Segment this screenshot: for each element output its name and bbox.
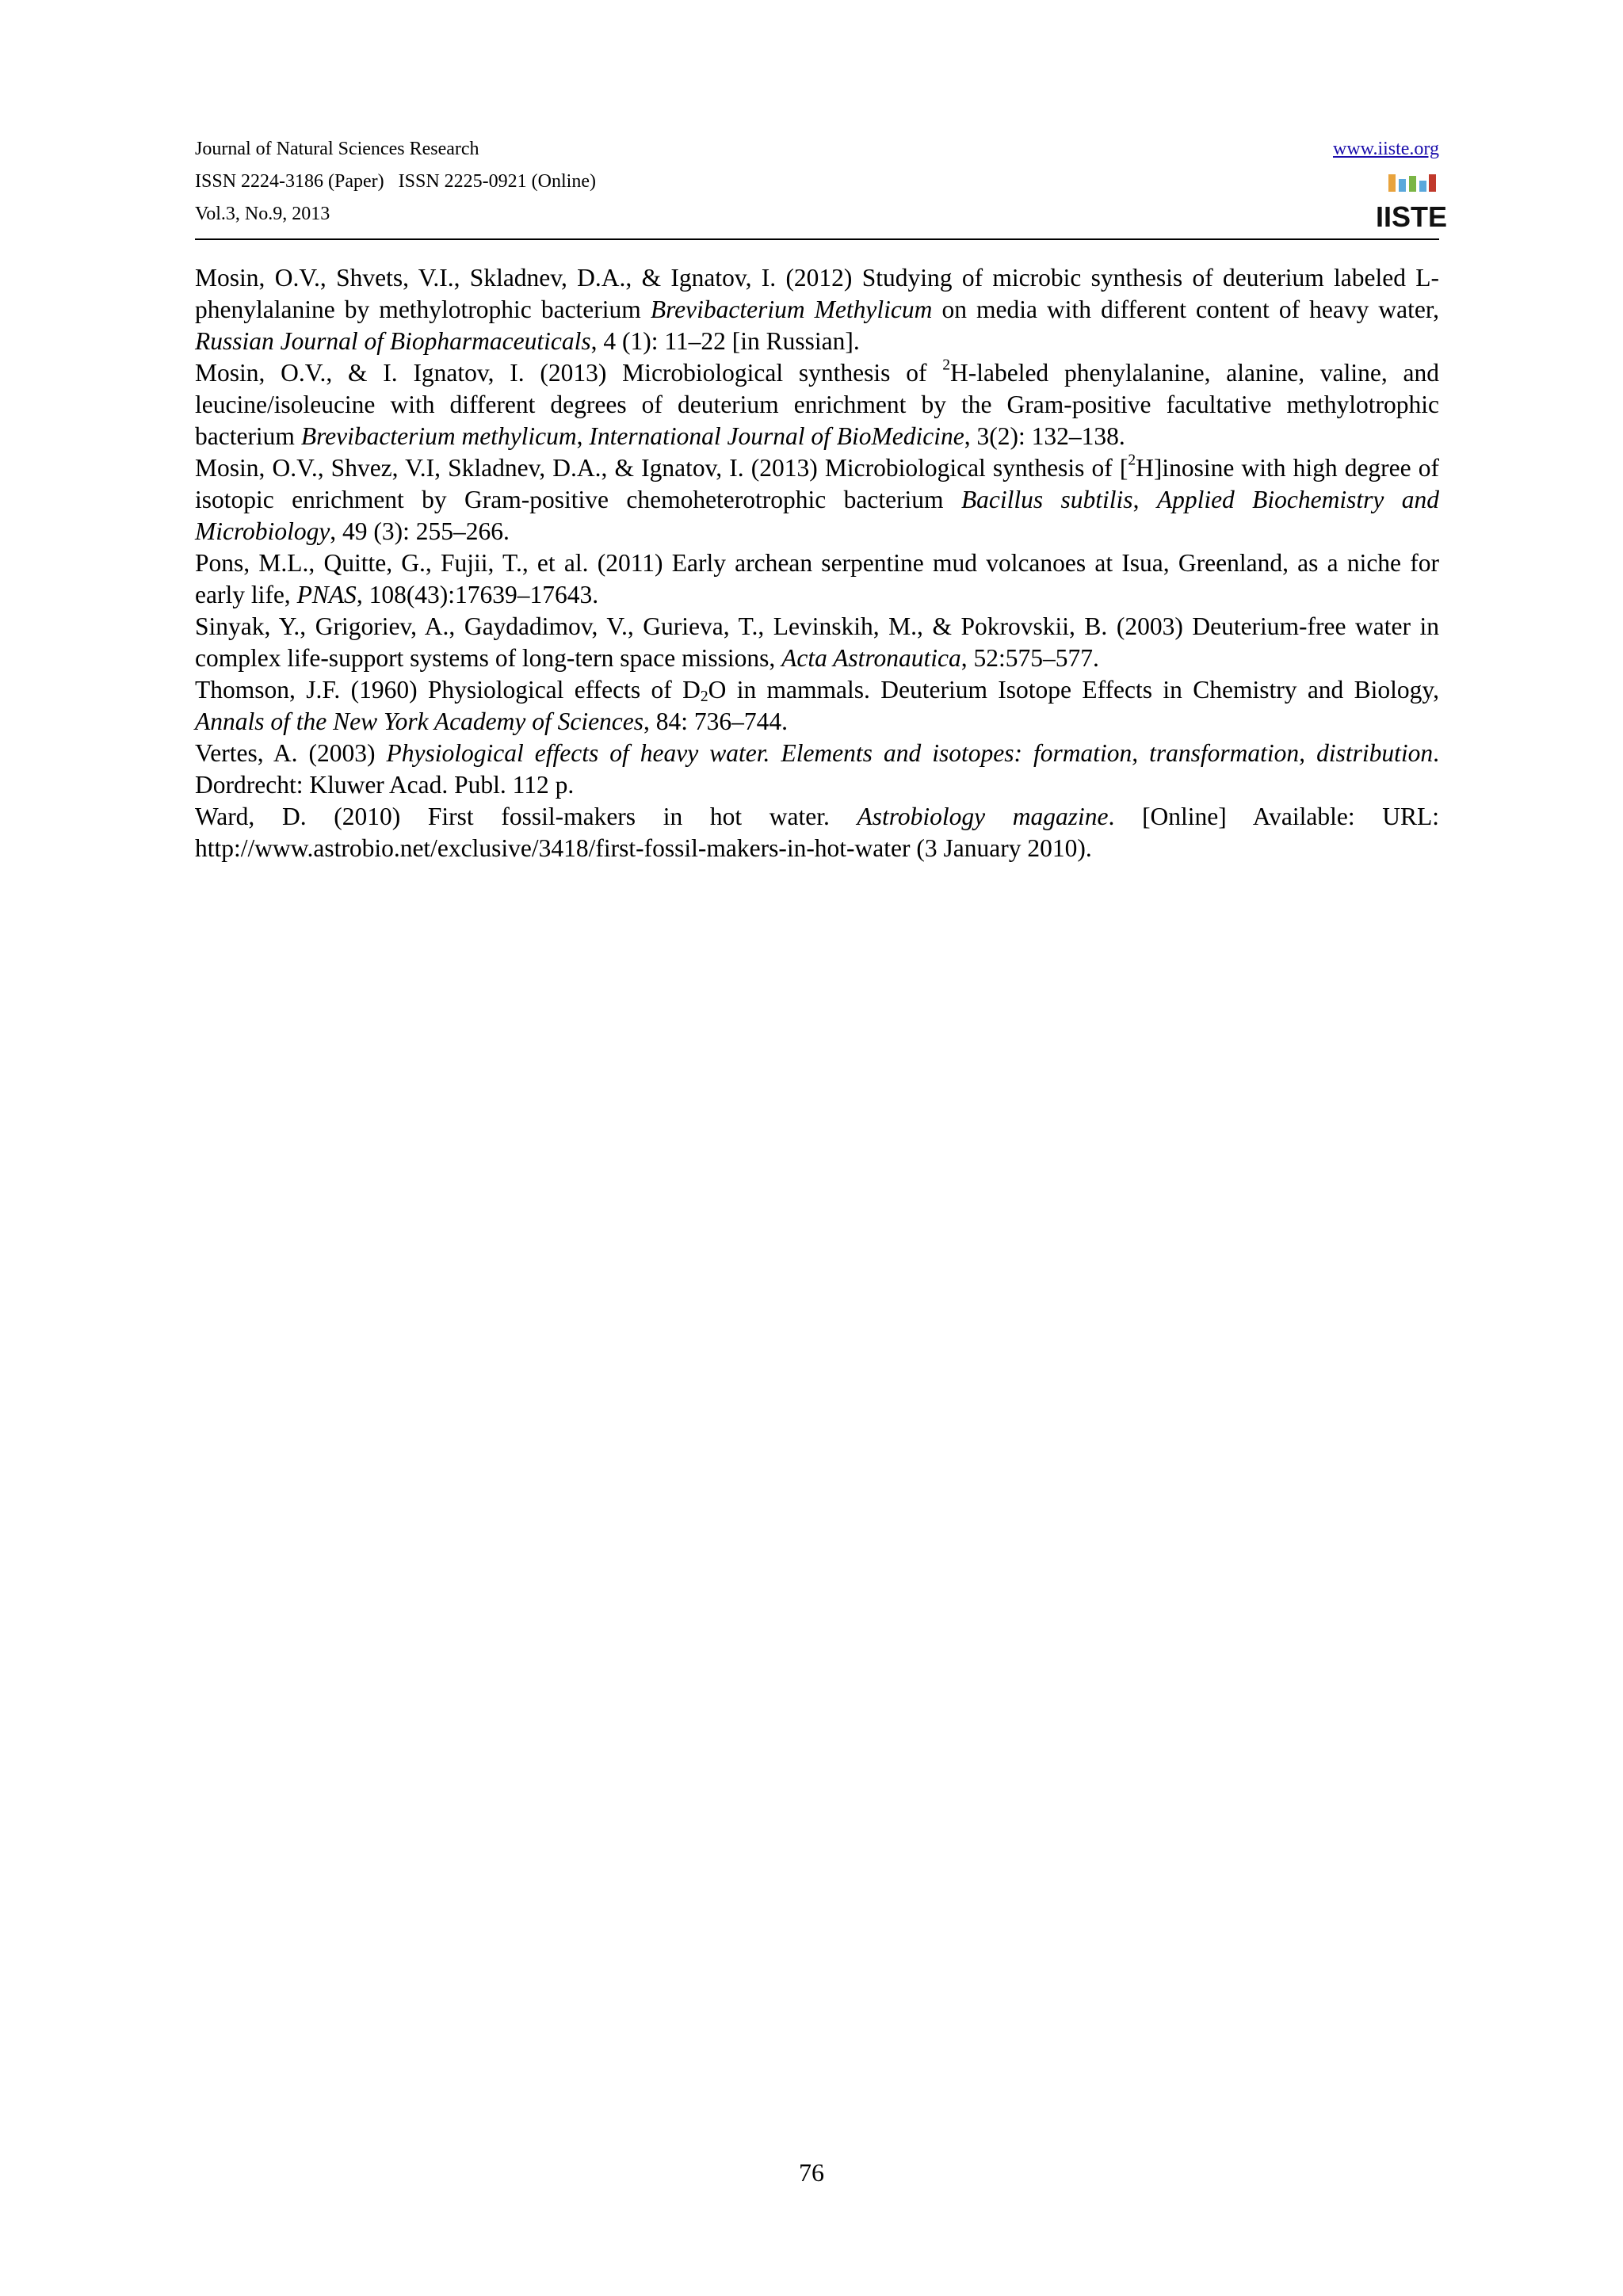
reference-entry: Mosin, O.V., Shvets, V.I., Skladnev, D.A., & Ignatov, I. (2012) Studying of microbic synthesis of deuterium labeled L-phenylalanine by methylotrophic bacterium Brevibacterium Methylicum on media with different content of heavy water, Russian Journal of Biopharmaceuticals, 4 (1): 11–22 [in Russian].	[195, 264, 1439, 355]
reference-entry: Vertes, A. (2003) Physiological effects of heavy water. Elements and isotopes: formation, transformation, distribution. Dordrecht: Kluwer Acad. Publ. 112 p.	[195, 739, 1439, 799]
reference-entry: Pons, M.L., Quitte, G., Fujii, T., et al. (2011) Early archean serpentine mud volcanoes at Isua, Greenland, as a niche for early life, PNAS, 108(43):17639–17643.	[195, 549, 1439, 608]
logo-wordmark: IISTE	[1375, 200, 1448, 233]
iiste-logo-icon	[1375, 173, 1448, 233]
journal-name: Journal of Natural Sciences Research	[195, 139, 479, 159]
reference-entry: Mosin, O.V., Shvez, V.I, Skladnev, D.A., & Ignatov, I. (2013) Microbiological synthesis of [$^2$H]inosine with high degree of isotopic enrichment by Gram-positive chemoheterotrophic bacterium Bacillus subtilis, Applied Biochemistry and Microbiology, 49 (3): 255–266.	[195, 452, 1439, 545]
logo-bar	[1399, 179, 1406, 192]
reference-entry: Thomson, J.F. (1960) Physiological effects of $D_2O$ in mammals. Deuterium Isotope Effects in Chemistry and Biology, Annals of the New York Academy of Sciences, 84: 736–744.	[195, 676, 1439, 735]
journal-website-link[interactable]: www.iiste.org	[1333, 139, 1439, 159]
reference-list	[195, 262, 1439, 864]
issn-line: ISSN 2224-3186 (Paper) ISSN 2225-0921 (Online)	[195, 171, 596, 192]
reference-entry: Mosin, O.V., & I. Ignatov, I. (2013) Microbiological synthesis of $^2$H-labeled phenylalanine, alanine, valine, and leucine/isoleucine with different degrees of deuterium enrichment by the Gram-positive facultative methylotrophic bacterium Brevibacterium methylicum, International Journal of BioMedicine, 3(2): 132–138.	[195, 357, 1440, 450]
reference-entry: Sinyak, Y., Grigoriev, A., Gaydadimov, V., Gurieva, T., Levinskih, M., & Pokrovskii, B. (2003) Deuterium-free water in complex life-support systems of long-tern space missions, Acta Astronautica, 52:575–577.	[195, 612, 1439, 672]
logo-bar	[1409, 176, 1416, 192]
logo-bar	[1429, 174, 1436, 192]
volume-issue: Vol.3, No.9, 2013	[195, 204, 330, 224]
page-header	[195, 133, 1448, 238]
logo-bar	[1388, 174, 1396, 192]
page-number: 76	[799, 2158, 824, 2187]
header-divider	[195, 238, 1439, 240]
reference-entry: Ward, D. (2010) First fossil-makers in hot water. Astrobiology magazine. [Online] Available: URL: http://www.astrobio.net/exclusive/3418/first-fossil-makers-in-hot-water (3 January 2010).	[195, 803, 1439, 862]
logo-bar	[1419, 181, 1426, 192]
